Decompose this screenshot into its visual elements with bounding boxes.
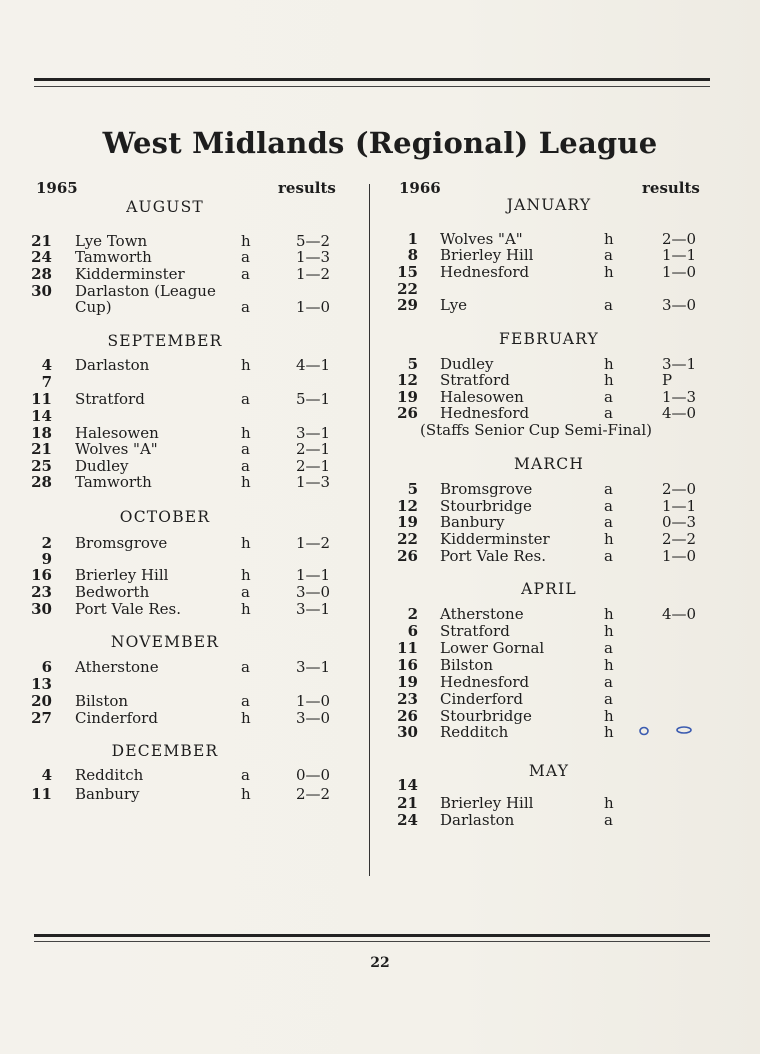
fixture-day: 21	[31, 440, 52, 458]
bottom-rule	[34, 934, 710, 937]
fixture-opponent: Banbury	[440, 513, 505, 531]
fixture-day: 5	[407, 480, 418, 498]
month-heading: APRIL	[521, 580, 577, 598]
fixture-day: 24	[397, 811, 418, 829]
fixture-venue: h	[241, 424, 251, 442]
fixture-venue: a	[241, 248, 250, 266]
fixture-result: 1—1	[662, 497, 697, 515]
fixture-venue: a	[604, 690, 613, 708]
fixture-day: 21	[397, 794, 418, 812]
fixture-day: 19	[397, 388, 418, 406]
results-header: results	[642, 179, 700, 197]
fixture-result: 4—1	[296, 356, 331, 374]
fixture-day: 26	[397, 404, 418, 422]
fixture-opponent: Bromsgrove	[75, 534, 168, 552]
fixture-result: 3—1	[296, 600, 331, 618]
fixture-opponent: Tamworth	[75, 473, 152, 491]
fixture-venue: h	[241, 566, 251, 584]
month-heading: AUGUST	[126, 198, 204, 216]
fixture-day: 13	[31, 675, 52, 693]
fixture-opponent: Stratford	[440, 371, 510, 389]
fixture-result: 2—2	[296, 785, 331, 803]
fixture-opponent: Darlaston (League	[75, 282, 216, 300]
fixture-day: 26	[397, 547, 418, 565]
fixture-day: 9	[41, 550, 52, 568]
fixture-result: 1—3	[296, 473, 331, 491]
fixture-opponent: Stourbridge	[440, 707, 532, 725]
fixture-day: 2	[41, 534, 52, 552]
fixture-day: 23	[31, 583, 52, 601]
fixture-venue: a	[604, 246, 613, 264]
fixture-venue: a	[604, 673, 613, 691]
fixture-day: 2	[407, 605, 418, 623]
fixture-venue: h	[604, 230, 614, 248]
fixture-result: 4—0	[662, 605, 697, 623]
fixture-result: 5—2	[296, 232, 331, 250]
fixture-opponent: Stourbridge	[440, 497, 532, 515]
fixture-venue: h	[604, 530, 614, 548]
fixture-opponent: Lower Gornal	[440, 639, 545, 657]
fixture-opponent: Bilston	[440, 656, 494, 674]
fixture-opponent: Cinderford	[75, 709, 158, 727]
fixture-opponent: Bilston	[75, 692, 129, 710]
handwritten-marks	[636, 722, 696, 742]
fixture-day: 30	[31, 600, 52, 618]
fixture-opponent: Cinderford	[440, 690, 523, 708]
fixture-opponent: Port Vale Res.	[440, 547, 546, 565]
fixture-result: 3—0	[296, 709, 331, 727]
fixture-day: 15	[397, 263, 418, 281]
fixture-venue: h	[604, 263, 614, 281]
fixture-opponent: Dudley	[440, 355, 494, 373]
fixture-venue: a	[604, 513, 613, 531]
fixture-opponent: Wolves "A"	[75, 440, 158, 458]
fixture-venue: a	[241, 457, 250, 475]
fixture-venue: h	[241, 709, 251, 727]
fixture-result: 2—2	[662, 530, 697, 548]
fixture-result: 1—3	[662, 388, 697, 406]
fixture-opponent: Kidderminster	[440, 530, 550, 548]
fixture-opponent: Hednesford	[440, 673, 530, 691]
fixture-venue: a	[604, 480, 613, 498]
fixture-opponent: Hednesford	[440, 263, 530, 281]
fixture-venue: h	[241, 356, 251, 374]
fixture-venue: a	[604, 497, 613, 515]
fixture-day: 30	[31, 282, 52, 300]
page-number: 22	[370, 955, 390, 971]
month-heading: OCTOBER	[119, 508, 211, 526]
fixture-day: 28	[31, 473, 52, 491]
fixture-day: 14	[31, 407, 52, 425]
fixture-result: 1—3	[296, 248, 331, 266]
fixture-result: 1—2	[296, 534, 331, 552]
top-rule	[34, 78, 710, 81]
fixture-day: 7	[41, 373, 52, 391]
fixture-opponent: Tamworth	[75, 248, 152, 266]
fixture-opponent: Halesowen	[75, 424, 159, 442]
fixture-opponent: Brierley Hill	[440, 794, 534, 812]
fixture-opponent: Bromsgrove	[440, 480, 533, 498]
fixture-day: 16	[31, 566, 52, 584]
fixture-day: 6	[407, 622, 418, 640]
fixture-venue: a	[604, 811, 613, 829]
fixture-day: 28	[31, 265, 52, 283]
fixture-day: 4	[41, 356, 52, 374]
fixture-result: 1—2	[296, 265, 331, 283]
fixture-result: 0—3	[662, 513, 697, 531]
month-heading: SEPTEMBER	[107, 332, 223, 350]
fixture-result: 3—1	[662, 355, 697, 373]
fixture-venue: a	[604, 388, 613, 406]
fixture-result: 1—1	[296, 566, 331, 584]
fixture-opponent: Brierley Hill	[75, 566, 169, 584]
fixture-result: 3—1	[296, 424, 331, 442]
fixture-day: 4	[41, 766, 52, 784]
fixture-result: 3—0	[662, 296, 697, 314]
fixture-opponent: Atherstone	[75, 658, 159, 676]
fixture-day: 18	[31, 424, 52, 442]
month-heading: MAY	[528, 762, 570, 780]
fixture-day: 8	[407, 246, 418, 264]
fixture-venue: a	[241, 658, 250, 676]
fixture-result: 1—0	[662, 547, 697, 565]
fixture-venue: h	[604, 723, 614, 741]
fixture-venue: h	[241, 232, 251, 250]
fixture-result: 3—0	[296, 583, 331, 601]
month-heading: FEBRUARY	[499, 330, 599, 348]
fixture-venue: a	[241, 440, 250, 458]
fixture-venue: a	[604, 404, 613, 422]
fixture-day: 12	[397, 497, 418, 515]
month-heading: MARCH	[513, 455, 585, 473]
year-label: 1965	[36, 179, 78, 197]
fixture-day: 20	[31, 692, 52, 710]
fixture-result: 2—0	[662, 480, 697, 498]
fixture-venue: h	[241, 600, 251, 618]
fixture-result: 1—0	[296, 298, 331, 316]
month-heading: JANUARY	[506, 196, 592, 214]
fixture-day: 24	[31, 248, 52, 266]
fixture-day: 21	[31, 232, 52, 250]
fixture-opponent: Stratford	[75, 390, 145, 408]
fixture-day: 19	[397, 673, 418, 691]
fixture-opponent: Stratford	[440, 622, 510, 640]
fixture-day: 30	[397, 723, 418, 741]
fixture-note: (Staffs Senior Cup Semi-Final)	[420, 421, 653, 439]
fixture-venue: h	[241, 473, 251, 491]
fixture-opponent: Wolves "A"	[440, 230, 523, 248]
fixture-day: 1	[407, 230, 418, 248]
fixture-result: 1—0	[296, 692, 331, 710]
fixture-day: 27	[31, 709, 52, 727]
fixture-day: 22	[397, 280, 418, 298]
fixture-venue: a	[241, 766, 250, 784]
fixture-venue: a	[604, 296, 613, 314]
fixture-day: 19	[397, 513, 418, 531]
fixture-day: 26	[397, 707, 418, 725]
fixture-venue: a	[241, 265, 250, 283]
fixture-opponent: Darlaston	[75, 356, 150, 374]
fixture-result: 2—1	[296, 440, 331, 458]
year-label: 1966	[399, 179, 441, 197]
fixture-result: 5—1	[296, 390, 331, 408]
fixture-venue: h	[604, 371, 614, 389]
fixture-result: 1—0	[662, 263, 697, 281]
fixture-opponent: Dudley	[75, 457, 129, 475]
fixture-venue: a	[241, 390, 250, 408]
fixture-day: 12	[397, 371, 418, 389]
fixture-day: 11	[397, 639, 418, 657]
bottom-rule-thin	[34, 941, 710, 942]
fixture-opponent: Hednesford	[440, 404, 530, 422]
fixture-result: 2—0	[662, 230, 697, 248]
fixture-opponent: Cup)	[75, 298, 112, 316]
fixture-day: 23	[397, 690, 418, 708]
fixture-result: 2—1	[296, 457, 331, 475]
month-heading: NOVEMBER	[110, 633, 220, 651]
fixture-opponent: Port Vale Res.	[75, 600, 181, 618]
fixture-result: P	[662, 371, 673, 389]
fixture-opponent: Darlaston	[440, 811, 515, 829]
fixture-day: 29	[397, 296, 418, 314]
fixture-venue: a	[604, 639, 613, 657]
fixture-day: 22	[397, 530, 418, 548]
fixture-opponent: Redditch	[75, 766, 144, 784]
fixture-venue: h	[604, 707, 614, 725]
fixture-opponent: Redditch	[440, 723, 509, 741]
top-rule-thin	[34, 86, 710, 87]
fixture-venue: a	[604, 547, 613, 565]
fixture-day: 14	[397, 776, 418, 794]
fixture-day: 5	[407, 355, 418, 373]
fixture-day: 11	[31, 390, 52, 408]
fixture-venue: a	[241, 692, 250, 710]
fixture-result: 3—1	[296, 658, 331, 676]
fixture-venue: a	[241, 298, 250, 316]
month-heading: DECEMBER	[111, 742, 219, 760]
fixture-day: 11	[31, 785, 52, 803]
fixture-venue: h	[604, 656, 614, 674]
fixture-opponent: Halesowen	[440, 388, 524, 406]
fixture-day: 16	[397, 656, 418, 674]
fixture-opponent: Bedworth	[75, 583, 150, 601]
fixture-opponent: Brierley Hill	[440, 246, 534, 264]
fixture-venue: h	[604, 794, 614, 812]
fixture-day: 6	[41, 658, 52, 676]
fixture-venue: h	[241, 534, 251, 552]
fixture-opponent: Atherstone	[440, 605, 524, 623]
fixture-opponent: Lye Town	[75, 232, 148, 250]
page-title: West Midlands (Regional) League	[102, 126, 658, 160]
fixture-opponent: Lye	[440, 296, 468, 314]
fixture-result: 1—1	[662, 246, 697, 264]
results-header: results	[278, 179, 336, 197]
fixture-opponent: Kidderminster	[75, 265, 185, 283]
fixture-result: 4—0	[662, 404, 697, 422]
fixture-venue: a	[241, 583, 250, 601]
fixture-venue: h	[604, 355, 614, 373]
fixture-result: 0—0	[296, 766, 331, 784]
fixture-venue: h	[604, 622, 614, 640]
fixture-venue: h	[604, 605, 614, 623]
fixture-day: 25	[31, 457, 52, 475]
fixture-opponent: Banbury	[75, 785, 140, 803]
fixture-venue: h	[241, 785, 251, 803]
column-divider	[369, 184, 370, 876]
